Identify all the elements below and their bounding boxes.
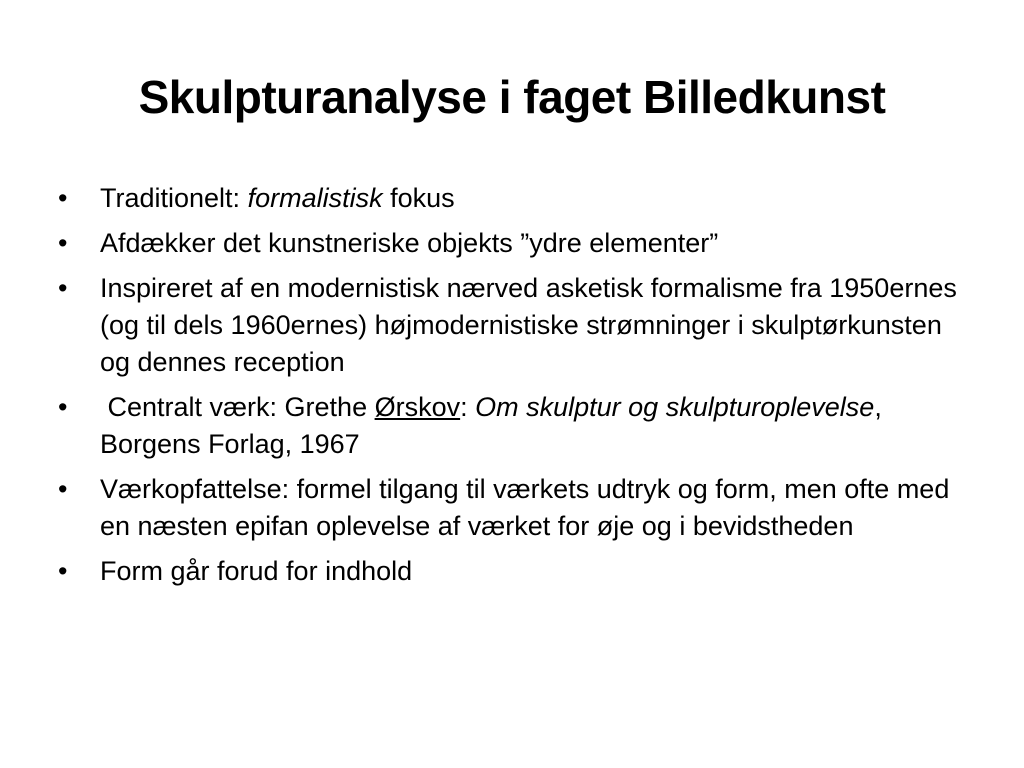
bullet-dot-icon: • [58, 228, 68, 258]
bullet-dot-icon: • [58, 556, 68, 586]
bullet-text: Form går forud for indhold [100, 556, 413, 586]
bullet-text: Centralt værk: Grethe [100, 392, 375, 422]
bullet-dot-icon: • [58, 183, 68, 213]
bullet-dot-icon: • [58, 273, 68, 303]
bullet-text: Værkopfattelse: formel tilgang til værkets udtryk og form, men ofte med en næsten epifan oplevelse af værket for øje og i bevidstheden [100, 474, 950, 541]
bullet-text: Afdækker det kunstneriske objekts ”ydre elementer” [100, 228, 719, 258]
bullet-item [58, 180, 958, 217]
bullet-list [58, 180, 958, 598]
bullet-item [58, 225, 958, 262]
bullet-text: , Borgens Forlag, 1967 [100, 392, 882, 459]
bullet-dot-icon: • [58, 392, 68, 422]
bullet-item [58, 471, 958, 545]
bullet-item [58, 270, 958, 381]
bullet-text-italic: formalistisk [247, 183, 383, 213]
slide-title: Skulpturanalyse i faget Billedkunst [138, 71, 886, 123]
book-title-italic: Om skulptur og skulpturoplevelse [475, 392, 875, 422]
author-name-underlined: Ørskov [374, 392, 461, 422]
bullet-text: fokus [382, 183, 455, 213]
bullet-text: Traditionelt: [100, 183, 248, 213]
bullet-dot-icon: • [58, 474, 68, 504]
bullet-text: : [460, 392, 476, 422]
bullet-item [58, 389, 958, 463]
bullet-text: Inspireret af en modernistisk nærved asketisk formalisme fra 1950ernes (og til dels 1960ernes) højmodernistiske strømninger i skulptørkunsten og dennes reception [100, 273, 957, 377]
bullet-item [58, 553, 958, 590]
